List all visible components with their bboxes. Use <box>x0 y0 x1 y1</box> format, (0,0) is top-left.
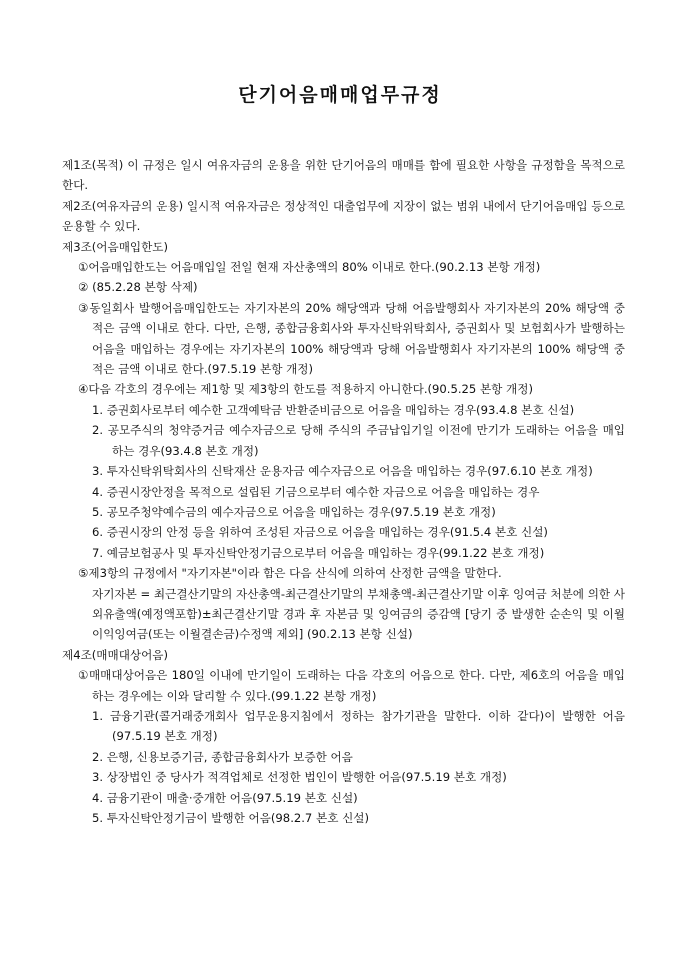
document-title: 단기어음매매업무규정 <box>238 84 442 106</box>
article-3-item-1: 1. 증권회사로부터 예수한 고객예탁금 반환준비금으로 어음을 매입하는 경우(93.4.8 본호 신설) <box>92 402 575 417</box>
article-4-item-1: 1. 금융기관(콜거래중개회사 업무운용지침에서 정하는 참가기관을 말한다. 이하 같다)이 발행한 어음(97.5.19 본호 개정) <box>92 708 625 744</box>
document-body <box>62 155 625 828</box>
article-2: 제2조(여유자금의 운용) 일시적 여유자금은 정상적인 대출업무에 지장이 없는 범위 내에서 단기어음매입 등으로 운용할 수 있다. <box>62 198 625 234</box>
article-4-heading: 제4조(매매대상어음) <box>62 647 169 662</box>
article-3-item-7: 7. 예금보험공사 및 투자신탁안정기금으로부터 어음을 매입하는 경우(99.1.22 본호 개정) <box>92 545 545 560</box>
article-3-paragraph-4: ④다음 각호의 경우에는 제1항 및 제3항의 한도를 적용하지 아니한다.(90.5.25 본항 개정) <box>78 382 533 397</box>
capital-formula: 자기자본 = 최근결산기말의 자산총액-최근결산기말의 부채총액-최근결산기말 이후 잉여금 처분에 의한 사외유출액(예정액포함)±최근결산기말 경과 후 자본금 및 잉여금의 증감액 [당기 중 발생한 순손익 및 이월이익잉여금(또는 이월결손금)수정액 제외] (90.2.13 본항 신설) <box>92 586 625 642</box>
article-3-item-2: 2. 공모주식의 청약증거금 예수자금으로 당해 주식의 주금납입기일 이전에 만기가 도래하는 어음을 매입하는 경우(93.4.8 본호 개정) <box>92 423 625 458</box>
article-3-paragraph-2: ② (85.2.28 본항 삭제) <box>78 280 198 295</box>
article-4-item-3: 3. 상장법인 중 당사가 적격업체로 선정한 법인이 발행한 어음(97.5.19 본호 개정) <box>92 770 507 785</box>
article-3-heading: 제3조(어음매입한도) <box>62 239 169 254</box>
article-3-item-3: 3. 투자신탁위탁회사의 신탁재산 운용자금 예수자금으로 어음을 매입하는 경우(97.6.10 본호 개정) <box>92 464 593 479</box>
article-4-item-5: 5. 투자신탁안정기금이 발행한 어음(98.2.7 본호 신설) <box>92 811 370 825</box>
article-3-paragraph-1: ①어음매입한도는 어음매입일 전일 현재 자산총액의 80% 이내로 한다.(90.2.13 본항 개정) <box>78 260 541 275</box>
article-4-paragraph-1: ①매매대상어음은 180일 이내에 만기일이 도래하는 다음 각호의 어음으로 한다. 다만, 제6호의 어음을 매입하는 경우에는 이와 달리할 수 있다.(99.1.22 본항 개정) <box>78 668 625 703</box>
article-3-paragraph-3: ③동일회사 발행어음매입한도는 자기자본의 20% 해당액과 당해 어음발행회사 자기자본의 20% 해당액 중 적은 금액 이내로 한다. 다만, 은행, 종합금융회사와 투자신탁위탁회사, 증권회사 및 보험회사가 발행하는 어음을 매입하는 경우에는 자기자본의 100% 해당액과 당해 어음발행회사 자기자본의 100% 해당액 중 적은 금액 이내로 한다.(97.5.19 본항 개정) <box>78 300 625 377</box>
article-3-paragraph-5: ⑤제3항의 규정에서 "자기자본"이라 함은 다음 산식에 의하여 산정한 금액을 말한다. <box>78 566 502 581</box>
article-3-item-4: 4. 증권시장안정을 목적으로 설립된 기금으로부터 예수한 자금으로 어음을 매입하는 경우 <box>92 484 540 499</box>
article-1: 제1조(목적) 이 규정은 일시 여유자금의 운용을 위한 단기어음의 매매를 함에 필요한 사항을 규정함을 목적으로 한다. <box>62 158 625 193</box>
article-3-item-5: 5. 공모주청약예수금의 예수자금으로 어음을 매입하는 경우(97.5.19 본호 개정) <box>92 504 496 519</box>
article-4-item-4: 4. 금융기관이 매출·중개한 어음(97.5.19 본호 신설) <box>92 790 358 805</box>
article-3-item-6: 6. 증권시장의 안정 등을 위하여 조성된 자금으로 어음을 매입하는 경우(91.5.4 본호 신설) <box>92 525 548 540</box>
article-4-item-2: 2. 은행, 신용보증기금, 종합금융회사가 보증한 어음 <box>92 749 353 764</box>
